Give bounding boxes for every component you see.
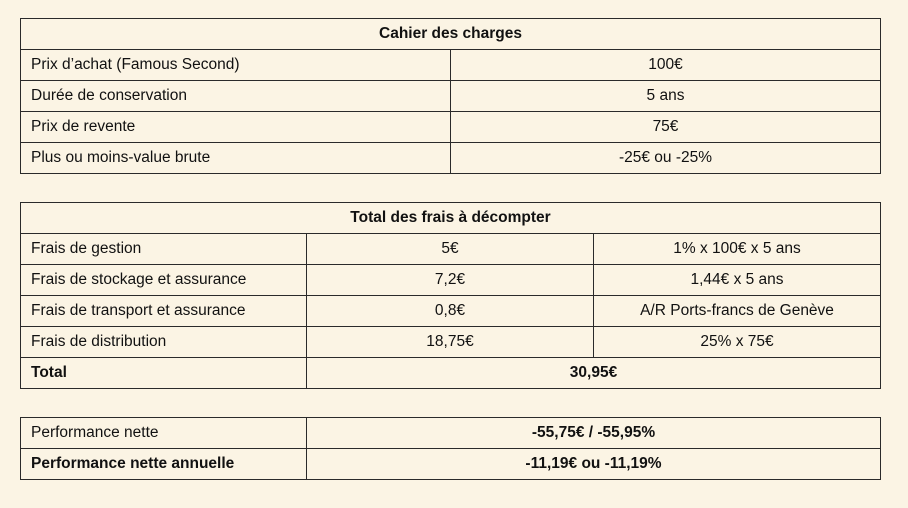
- row-label: Frais de distribution: [21, 327, 307, 358]
- row-label: Plus ou moins-value brute: [21, 143, 451, 174]
- frais-table: [20, 202, 881, 389]
- row-label: Frais de transport et assurance: [21, 296, 307, 327]
- table-row: [21, 449, 881, 480]
- total-label: Total: [21, 358, 307, 389]
- row-detail: 1% x 100€ x 5 ans: [594, 234, 881, 265]
- total-row: [21, 358, 881, 389]
- table-row: [21, 265, 881, 296]
- table-row: [21, 234, 881, 265]
- row-detail: 25% x 75€: [594, 327, 881, 358]
- row-label: Frais de stockage et assurance: [21, 265, 307, 296]
- row-value: 7,2€: [307, 265, 594, 296]
- row-label: Prix de revente: [21, 112, 451, 143]
- row-detail: 1,44€ x 5 ans: [594, 265, 881, 296]
- row-value: -25€ ou -25%: [451, 143, 881, 174]
- table-header-row: [21, 19, 881, 50]
- table-header-row: [21, 203, 881, 234]
- performance-annuelle-value: -11,19€ ou -11,19%: [307, 449, 881, 480]
- row-label: Prix d’achat (Famous Second): [21, 50, 451, 81]
- performance-table: [20, 417, 881, 480]
- row-value: 0,8€: [307, 296, 594, 327]
- cahier-des-charges-table: [20, 18, 881, 174]
- row-detail: A/R Ports-francs de Genève: [594, 296, 881, 327]
- row-label: Frais de gestion: [21, 234, 307, 265]
- table-row: [21, 50, 881, 81]
- table-row: [21, 81, 881, 112]
- table-row: [21, 418, 881, 449]
- performance-nette-label: Performance nette: [21, 418, 307, 449]
- cahier-title: Cahier des charges: [21, 19, 881, 50]
- table-row: [21, 327, 881, 358]
- frais-title: Total des frais à décompter: [21, 203, 881, 234]
- table-row: [21, 112, 881, 143]
- table-row: [21, 143, 881, 174]
- table-row: [21, 296, 881, 327]
- row-value: 75€: [451, 112, 881, 143]
- row-value: 5 ans: [451, 81, 881, 112]
- row-value: 18,75€: [307, 327, 594, 358]
- performance-annuelle-label: Performance nette annuelle: [21, 449, 307, 480]
- total-value: 30,95€: [307, 358, 881, 389]
- performance-nette-value: -55,75€ / -55,95%: [307, 418, 881, 449]
- row-value: 100€: [451, 50, 881, 81]
- row-value: 5€: [307, 234, 594, 265]
- row-label: Durée de conservation: [21, 81, 451, 112]
